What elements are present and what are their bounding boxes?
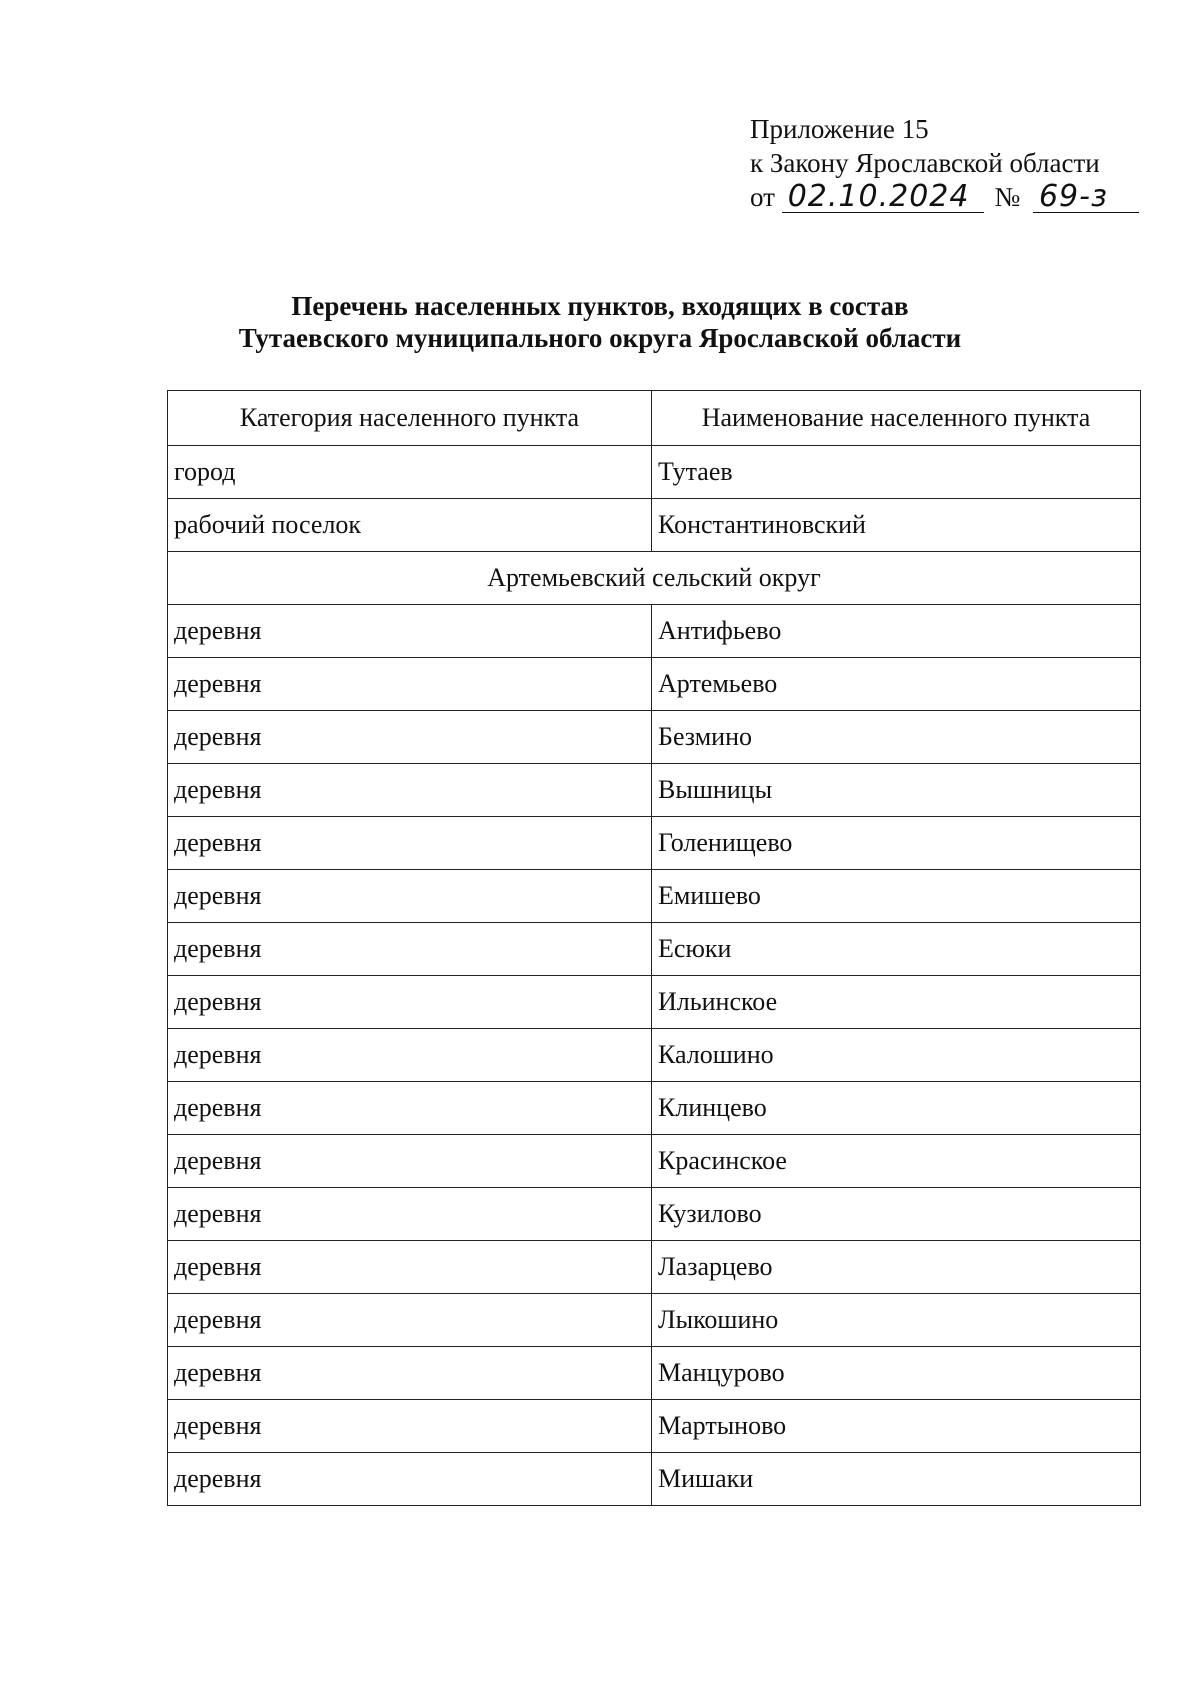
name-cell: Есюки (652, 923, 1141, 976)
table-row (168, 1347, 1141, 1400)
category-cell: деревня (168, 1294, 652, 1347)
category-cell: город (168, 446, 652, 499)
category-cell: деревня (168, 1453, 652, 1506)
appendix-header (750, 112, 1139, 214)
table-row (168, 923, 1141, 976)
law-date: 02.10.2024 (782, 182, 984, 213)
category-cell: рабочий поселок (168, 499, 652, 552)
name-cell: Артемьево (652, 658, 1141, 711)
category-cell: деревня (168, 1400, 652, 1453)
name-cell: Безмино (652, 711, 1141, 764)
table-row (168, 1294, 1141, 1347)
name-cell: Кузилово (652, 1188, 1141, 1241)
name-cell: Мишаки (652, 1453, 1141, 1506)
category-cell: деревня (168, 658, 652, 711)
category-cell: деревня (168, 817, 652, 870)
category-cell: деревня (168, 1347, 652, 1400)
number-sign: № (994, 182, 1021, 212)
category-cell: деревня (168, 764, 652, 817)
title-line-2: Тутаевского муниципального округа Ярославской области (238, 323, 962, 353)
table-row (168, 1400, 1141, 1453)
table-row (168, 1135, 1141, 1188)
table-row (168, 711, 1141, 764)
district-row (168, 552, 1141, 605)
category-cell: деревня (168, 605, 652, 658)
category-cell: деревня (168, 1029, 652, 1082)
table-row (168, 764, 1141, 817)
header-name: Наименование населенного пункта (652, 391, 1141, 446)
name-cell: Лыкошино (652, 1294, 1141, 1347)
table-row (168, 446, 1141, 499)
law-number: 69-з (1033, 182, 1139, 213)
category-cell: деревня (168, 870, 652, 923)
table-row (168, 817, 1141, 870)
district-heading: Артемьевский сельский округ (168, 552, 1141, 605)
name-cell: Клинцево (652, 1082, 1141, 1135)
appendix-number: Приложение 15 (750, 114, 929, 144)
title-line-1: Перечень населенных пунктов, входящих в состав (291, 291, 909, 321)
name-cell: Лазарцево (652, 1241, 1141, 1294)
name-cell: Ильинское (652, 976, 1141, 1029)
category-cell: деревня (168, 1135, 652, 1188)
name-cell: Калошино (652, 1029, 1141, 1082)
from-label: от (750, 182, 775, 212)
category-cell: деревня (168, 711, 652, 764)
name-cell: Манцурово (652, 1347, 1141, 1400)
document-title (0, 290, 1200, 354)
category-cell: деревня (168, 976, 652, 1029)
name-cell: Емишево (652, 870, 1141, 923)
name-cell: Голенищево (652, 817, 1141, 870)
table-row (168, 976, 1141, 1029)
settlements-table (167, 390, 1141, 1506)
category-cell: деревня (168, 1082, 652, 1135)
table-row (168, 1241, 1141, 1294)
table-row (168, 658, 1141, 711)
table-body (168, 446, 1141, 1506)
table-row (168, 870, 1141, 923)
table-row (168, 1188, 1141, 1241)
category-cell: деревня (168, 923, 652, 976)
name-cell: Тутаев (652, 446, 1141, 499)
table-row (168, 499, 1141, 552)
table-row (168, 1029, 1141, 1082)
name-cell: Красинское (652, 1135, 1141, 1188)
table-row (168, 1082, 1141, 1135)
appendix-law-reference: к Закону Ярославской области (750, 148, 1100, 178)
name-cell: Вышницы (652, 764, 1141, 817)
category-cell: деревня (168, 1241, 652, 1294)
table-header-row (168, 391, 1141, 446)
name-cell: Константиновский (652, 499, 1141, 552)
table-row (168, 1453, 1141, 1506)
header-category: Категория населенного пункта (168, 391, 652, 446)
name-cell: Мартыново (652, 1400, 1141, 1453)
name-cell: Антифьево (652, 605, 1141, 658)
category-cell: деревня (168, 1188, 652, 1241)
table-row (168, 605, 1141, 658)
appendix-date-line (750, 180, 1139, 214)
